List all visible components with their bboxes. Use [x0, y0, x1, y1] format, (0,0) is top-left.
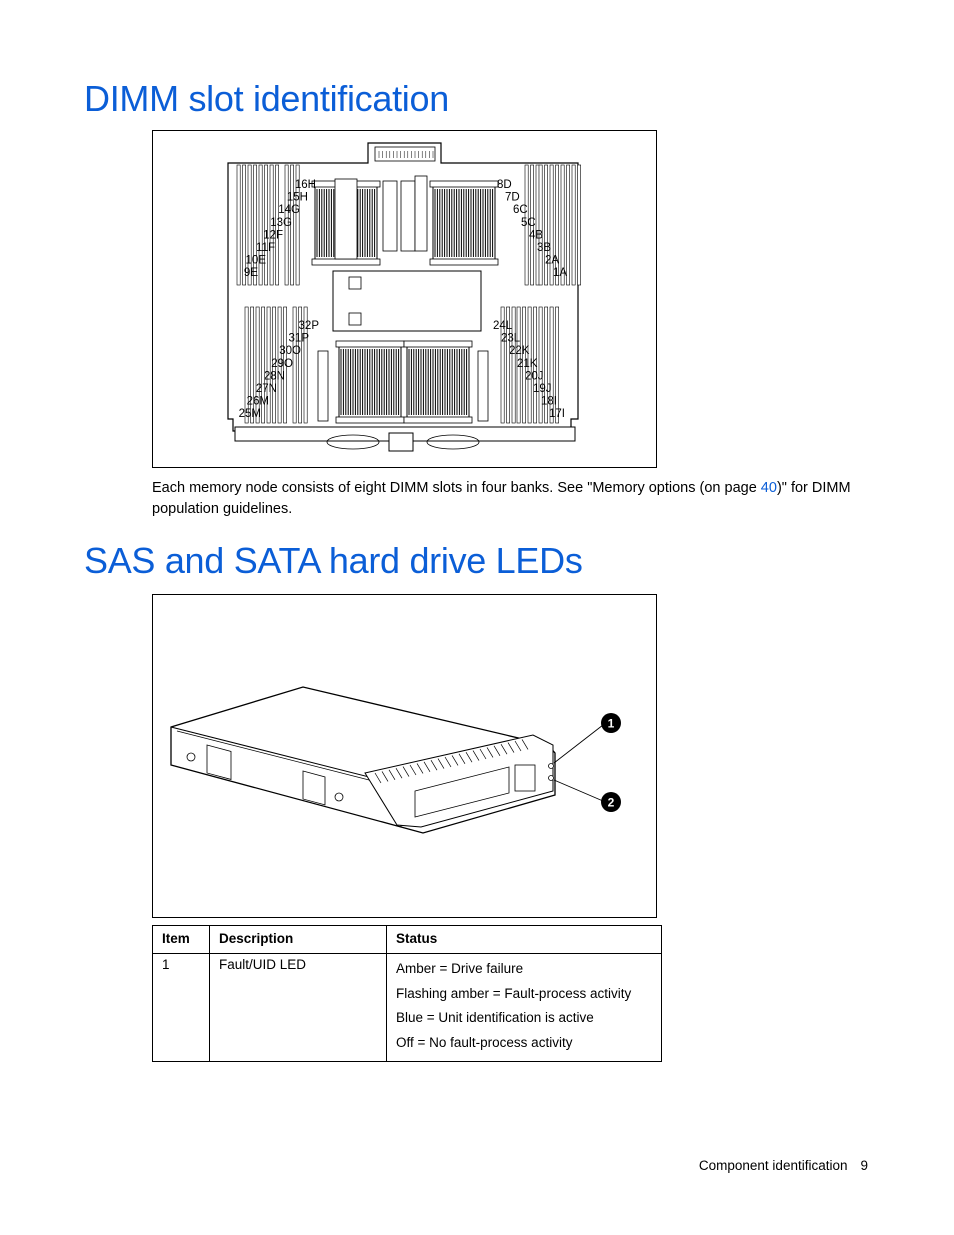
dimm-slot-label: 1A	[553, 267, 568, 280]
dimm-slot-label: 3B	[537, 242, 552, 254]
dimm-slot-label: 18I	[541, 395, 557, 408]
callout-2	[601, 792, 621, 812]
page-footer	[699, 1158, 868, 1173]
hard-drive-diagram	[152, 594, 657, 918]
dimm-slot-label: 8D	[497, 179, 512, 191]
status-line: Blue = Unit identification is active	[396, 1010, 594, 1025]
dimm-slot-label: 11F	[256, 242, 275, 254]
dimm-slot-label: 5C	[521, 216, 536, 229]
dimm-slot-label: 15H	[286, 191, 308, 204]
dimm-slot-label: 6C	[513, 204, 528, 217]
dimm-slot-label: 19J	[533, 383, 552, 395]
svg-text:2: 2	[607, 795, 615, 810]
paragraph-text-end: )" for DIMM population guidelines.	[152, 480, 851, 517]
footer-section: Component identification	[698, 1158, 848, 1173]
dimm-slot-label: 22K	[509, 345, 530, 358]
dimm-slot-label: 30O	[279, 345, 301, 358]
header-item: Item	[153, 926, 210, 954]
dimm-slot-label: 31P	[288, 332, 309, 345]
paragraph-text: Each memory node consists of eight DIMM slots in four banks. See "Memory options (on page	[152, 480, 761, 496]
dimm-slot-label: 27N	[255, 383, 277, 395]
header-status: Status	[387, 926, 662, 954]
dimm-slot-label: 24L	[493, 320, 513, 332]
dimm-slot-label: 32P	[298, 320, 319, 332]
hard-drive-illustration	[153, 595, 658, 919]
dimm-slot-label: 16H	[294, 179, 316, 191]
dimm-slot-label: 21K	[517, 357, 538, 370]
dimm-slot-label: 20J	[525, 370, 544, 383]
table-row	[153, 954, 662, 1062]
status-line: Flashing amber = Fault-process activity	[396, 985, 632, 1001]
dimm-slot-label: 23L	[501, 332, 521, 345]
dimm-slot-label: 12F	[263, 229, 283, 242]
dimm-slot-label: 17I	[549, 408, 565, 421]
dimm-slot-label: 10E	[245, 254, 266, 267]
dimm-slot-label: 14G	[278, 204, 300, 217]
header-description: Description	[210, 926, 387, 954]
dimm-slot-label: 25M	[238, 408, 261, 421]
table-header-row	[153, 926, 662, 954]
callout-1	[601, 713, 621, 733]
section-title-dimm: DIMM slot identification	[84, 78, 449, 119]
section-title-sas: SAS and SATA hard drive LEDs	[84, 540, 583, 581]
cell-item: 1	[153, 954, 210, 1062]
svg-text:1: 1	[607, 716, 615, 731]
dimm-slot-label: 29O	[271, 357, 293, 370]
dimm-slot-label: 9E	[243, 267, 258, 280]
cell-description: Fault/UID LED	[210, 954, 387, 1062]
dimm-board-illustration	[153, 131, 658, 469]
cell-status	[387, 954, 662, 1062]
dimm-description	[152, 478, 852, 520]
status-line: Amber = Drive failure	[396, 961, 524, 976]
led-table	[152, 925, 662, 1062]
page-number: 9	[860, 1158, 868, 1173]
dimm-slot-label: 4B	[529, 229, 544, 242]
dimm-slot-label: 13G	[270, 216, 292, 229]
dimm-slot-label: 28N	[263, 370, 285, 383]
status-line: Off = No fault-process activity	[396, 1034, 573, 1050]
dimm-slot-diagram	[152, 130, 657, 468]
dimm-slot-label: 2A	[545, 254, 560, 267]
dimm-slot-label: 26M	[246, 395, 269, 408]
page-link[interactable]: 40	[760, 480, 777, 496]
dimm-slot-label: 7D	[505, 191, 520, 204]
